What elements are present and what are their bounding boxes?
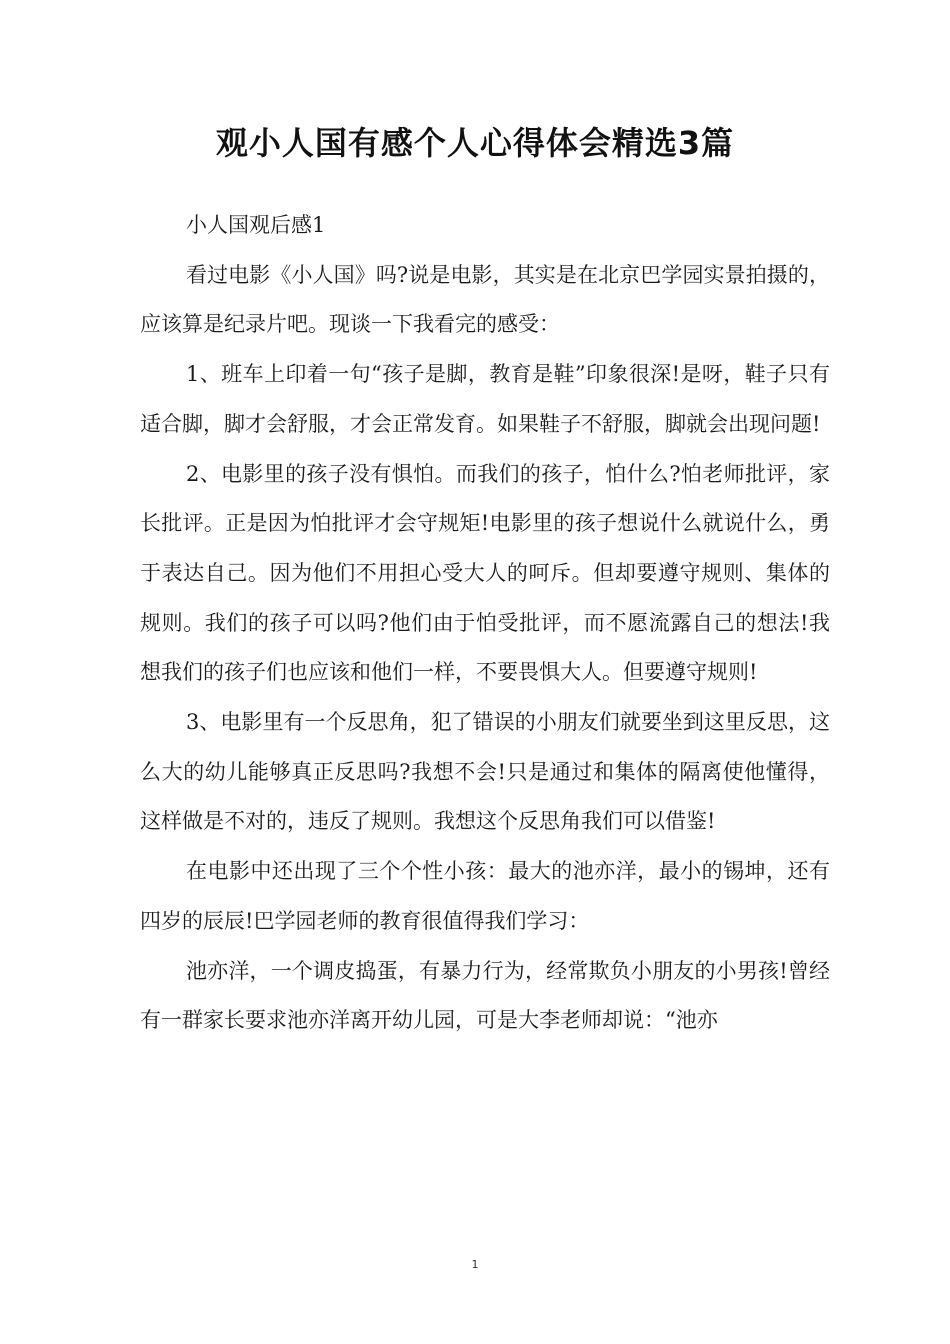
paragraph: 2、电影里的孩子没有惧怕。而我们的孩子，怕什么?怕老师批评，家长批评。正是因为怕批评才会守规矩!电影里的孩子想说什么就说什么，勇于表达自己。因为他们不用担心受大人的呵斥。但却要遵守规则、集体的规则。我们的孩子可以吗?他们由于怕受批评，而不愿流露自己的想法!我想我们的孩子们也应该和他们一样，不要畏惧大人。但要遵守规则! bbox=[140, 461, 830, 685]
document-body bbox=[140, 201, 830, 1046]
paragraph-heading-1: 小人国观后感1 bbox=[186, 213, 326, 237]
paragraph: 看过电影《小人国》吗?说是电影，其实是在北京巴学园实景拍摄的，应该算是纪录片吧。现谈一下我看完的感受： bbox=[140, 262, 830, 337]
paragraph: 在电影中还出现了三个个性小孩：最大的池亦洋，最小的锡坤，还有四岁的辰辰!巴学园老师的教育很值得我们学习： bbox=[140, 859, 830, 933]
paragraph: 池亦洋，一个调皮捣蛋，有暴力行为，经常欺负小朋友的小男孩!曾经有一群家长要求池亦洋离开幼儿园，可是大李老师却说：“池亦 bbox=[140, 958, 830, 1033]
paragraph: 3、电影里有一个反思角，犯了错误的小朋友们就要坐到这里反思，这么大的幼儿能够真正反思吗?我想不会!只是通过和集体的隔离使他懂得，这样做是不对的，违反了规则。我想这个反思角我们可以借鉴! bbox=[140, 710, 830, 834]
document-title: 观小人国有感个人心得体会精选3篇 bbox=[215, 124, 735, 162]
paragraph: 1、班车上印着一句“孩子是脚，教育是鞋”印象很深!是呀，鞋子只有适合脚，脚才会舒服，才会正常发育。如果鞋子不舒服，脚就会出现问题! bbox=[140, 362, 830, 436]
page-number: 1 bbox=[471, 1258, 479, 1271]
